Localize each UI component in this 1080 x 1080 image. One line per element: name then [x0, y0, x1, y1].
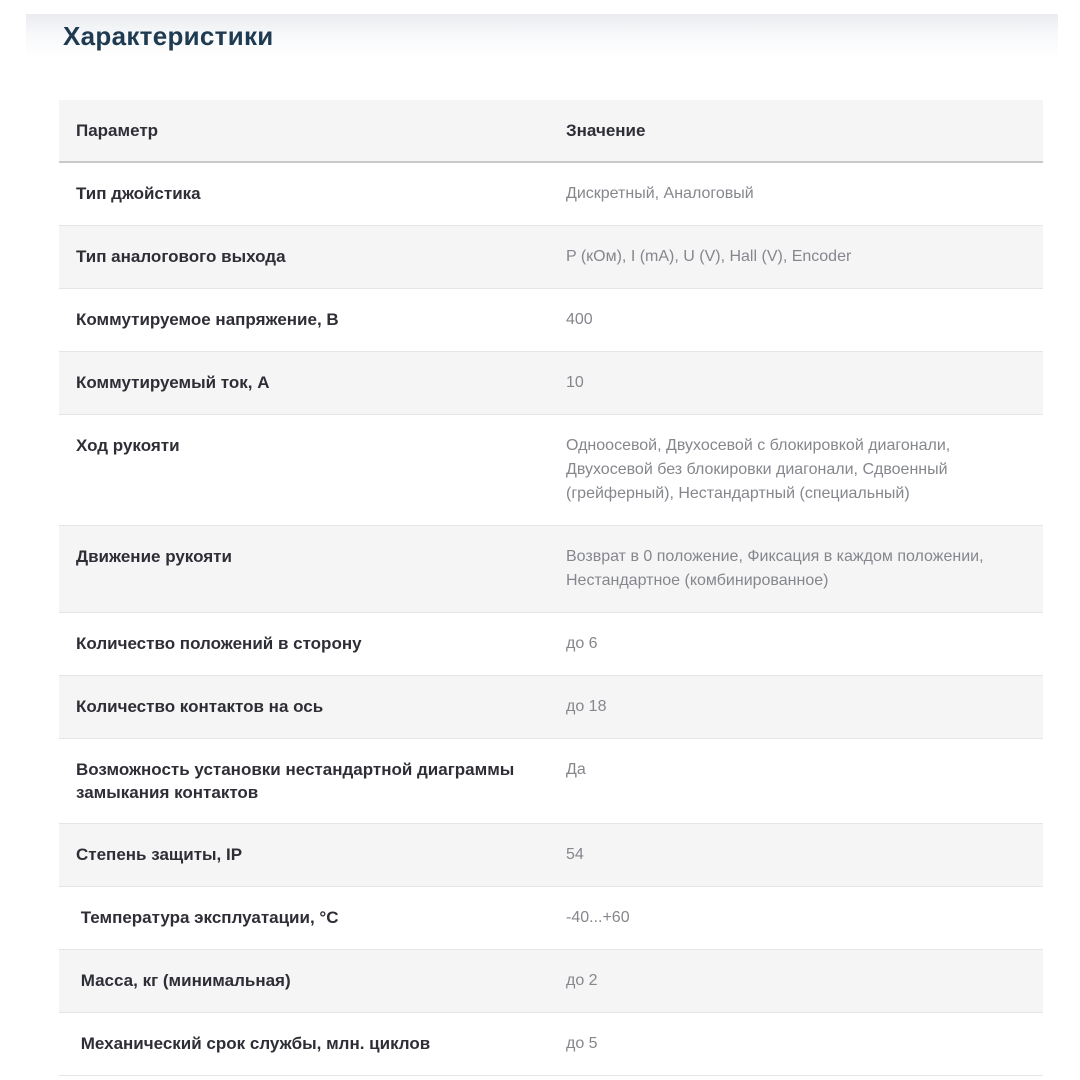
specifications-table-body: [59, 162, 1043, 1076]
specifications-table-head: [59, 100, 1043, 162]
spec-param-label: Масса, кг (минимальная): [59, 950, 549, 1013]
spec-value-text: 400: [549, 289, 1043, 352]
header-row: [59, 100, 1043, 162]
spec-param-label: Тип аналогового выхода: [59, 226, 549, 289]
spec-row: [59, 226, 1043, 289]
spec-row: [59, 739, 1043, 824]
spec-value-text: до 2: [549, 950, 1043, 1013]
header-cell-value: Значение: [549, 100, 1043, 162]
spec-row: [59, 950, 1043, 1013]
spec-value-text: 54: [549, 824, 1043, 887]
spec-value-text: Возврат в 0 положение, Фиксация в каждом положении, Нестандартное (комбинированное): [549, 526, 1043, 613]
spec-row: [59, 352, 1043, 415]
spec-param-label: Ход рукояти: [59, 415, 549, 526]
spec-row: [59, 289, 1043, 352]
spec-row: [59, 824, 1043, 887]
spec-row: [59, 162, 1043, 226]
spec-param-label: Количество контактов на ось: [59, 676, 549, 739]
spec-value-text: Дискретный, Аналоговый: [549, 162, 1043, 226]
spec-row: [59, 526, 1043, 613]
spec-param-label: Механический срок службы, млн. циклов: [59, 1013, 549, 1076]
section-title: Характеристики: [63, 20, 274, 51]
section-header-band: [26, 14, 1058, 58]
spec-value-text: до 5: [549, 1013, 1043, 1076]
spec-row: [59, 415, 1043, 526]
spec-param-label: Движение рукояти: [59, 526, 549, 613]
spec-value-text: Да: [549, 739, 1043, 824]
spec-param-label: Тип джойстика: [59, 162, 549, 226]
spec-value-text: P (кОм), I (mA), U (V), Hall (V), Encoder: [549, 226, 1043, 289]
spec-param-label: Температура эксплуатации, °C: [59, 887, 549, 950]
specifications-table: [59, 100, 1043, 1076]
spec-value-text: до 6: [549, 613, 1043, 676]
spec-value-text: до 18: [549, 676, 1043, 739]
header-cell-param: Параметр: [59, 100, 549, 162]
spec-value-text: 10: [549, 352, 1043, 415]
spec-param-label: Количество положений в сторону: [59, 613, 549, 676]
spec-row: [59, 613, 1043, 676]
spec-param-label: Степень защиты, IP: [59, 824, 549, 887]
spec-row: [59, 887, 1043, 950]
spec-param-label: Возможность установки нестандартной диаграммы замыкания контактов: [59, 739, 549, 824]
spec-row: [59, 676, 1043, 739]
spec-row: [59, 1013, 1043, 1076]
spec-param-label: Коммутируемый ток, А: [59, 352, 549, 415]
spec-param-label: Коммутируемое напряжение, В: [59, 289, 549, 352]
spec-value-text: -40...+60: [549, 887, 1043, 950]
spec-value-text: Одноосевой, Двухосевой с блокировкой диагонали, Двухосевой без блокировки диагонали, Сдвоенный (грейферный), Нестандартный (специальный): [549, 415, 1043, 526]
